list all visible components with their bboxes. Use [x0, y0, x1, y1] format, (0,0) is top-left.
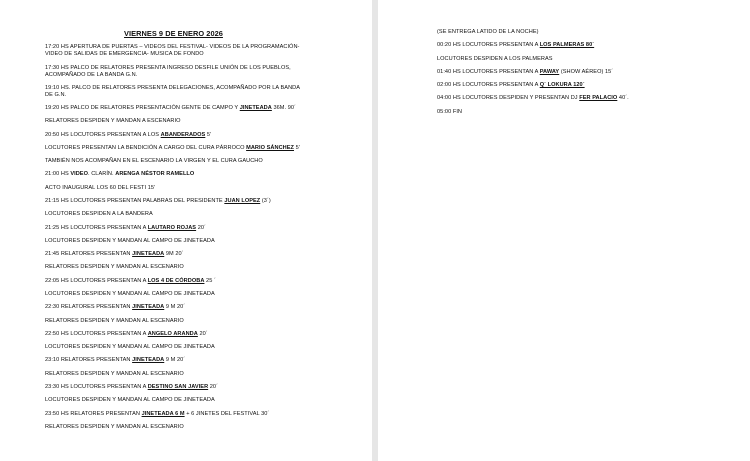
- line-text: LOCUTORES DESPIDEN Y MANDAN AL CAMPO DE JINETEADA: [45, 397, 215, 404]
- schedule-line: [45, 105, 302, 112]
- line-text: 19:10 HS. PALCO DE RELATORES PRESENTA DELEGACIONES, ACOMPAÑADO POR LA BANDA DE G.N.: [45, 84, 300, 98]
- line-text: 22:30 RELATORES PRESENTAN: [45, 304, 133, 311]
- highlighted-text: VIDEO: [70, 171, 88, 178]
- schedule-line: [45, 331, 302, 338]
- schedule-list-right: [437, 29, 710, 116]
- highlighted-text: PAWAY: [539, 68, 560, 75]
- line-text: 23:50 HS RELATORES PRESENTAN: [45, 410, 142, 417]
- line-text: 20:50 HS LOCUTORES PRESENTAN A LOS: [45, 131, 161, 138]
- schedule-line: [45, 411, 302, 418]
- line-text: 36M. 90´: [271, 105, 296, 112]
- schedule-line: [45, 278, 302, 285]
- line-text: (3´): [260, 198, 271, 205]
- schedule-line: [45, 397, 302, 404]
- highlighted-text: JINETEADA 6 M: [141, 410, 185, 417]
- line-text: 21:25 HS LOCUTORES PRESENTAN A: [45, 224, 148, 231]
- highlighted-text: JINETEADA: [132, 304, 165, 311]
- schedule-line: [45, 118, 302, 125]
- highlighted-text: JUAN LOPEZ: [224, 198, 261, 205]
- schedule-list-left: [45, 44, 302, 431]
- line-text: 22:05 HS LOCUTORES PRESENTAN A: [45, 277, 148, 284]
- highlighted-text: LOS PALMERAS 80´: [539, 42, 595, 49]
- line-text: . CLARÍN.: [88, 171, 116, 178]
- schedule-line: [45, 185, 302, 192]
- schedule-line: [45, 65, 302, 79]
- line-text: 9 M 20´: [164, 304, 186, 311]
- highlighted-text: ABANDERADOS: [160, 131, 206, 138]
- line-text: 23:30 HS LOCUTORES PRESENTAN A: [45, 383, 148, 390]
- line-text: 00:20 HS LOCUTORES PRESENTAN A: [437, 42, 540, 49]
- schedule-line: [45, 171, 302, 178]
- line-text: 17:30 HS PALCO DE RELATORES PRESENTA INGRESO DESFILE UNIÓN DE LOS PUEBLOS, ACOMPAÑADO DE LA BANDA G.N.: [45, 64, 291, 78]
- line-text: 9M 20´: [164, 251, 184, 258]
- line-text: 05:00 FIN: [437, 108, 463, 115]
- line-text: LOCUTORES DESPIDEN Y MANDAN AL CAMPO DE JINETEADA: [45, 344, 215, 351]
- highlighted-text: ANGELO ARANDA: [147, 330, 198, 337]
- schedule-line: [437, 69, 710, 76]
- highlighted-text: JINETEADA: [239, 105, 272, 112]
- schedule-line: [45, 158, 302, 165]
- schedule-column-left: [45, 29, 302, 437]
- highlighted-text: LOS 4 DE CÓRDOBA: [147, 277, 205, 284]
- line-text: LOCUTORES DESPIDEN Y MANDAN AL CAMPO DE JINETEADA: [45, 290, 215, 297]
- line-text: RELATORES DESPIDEN Y MANDAN AL ESCENARIO: [45, 317, 184, 324]
- schedule-line: [437, 29, 710, 36]
- highlighted-text: MARIO SÁNCHEZ: [246, 144, 294, 151]
- schedule-line: [437, 82, 710, 89]
- schedule-line: [437, 95, 710, 102]
- line-text: RELATORES DESPIDEN Y MANDAN AL ESCENARIO: [45, 264, 184, 271]
- highlighted-text: DESTINO SAN JAVIER: [147, 383, 209, 390]
- schedule-line: [45, 251, 302, 258]
- line-text: 5': [205, 131, 212, 138]
- line-text: 5': [294, 144, 300, 151]
- highlighted-text: ARENGA NÉSTOR RAMELLO: [115, 171, 195, 178]
- schedule-line: [45, 225, 302, 232]
- line-text: LOCUTORES DESPIDEN A LA BANDERA: [45, 211, 153, 218]
- page-title: VIERNES 9 DE ENERO 2026: [124, 29, 223, 38]
- line-text: LOCUTORES DESPIDEN Y MANDAN AL CAMPO DE JINETEADA: [45, 237, 215, 244]
- highlighted-text: FER PALACIO: [579, 95, 618, 102]
- line-text: 9 M 20´: [164, 357, 186, 364]
- schedule-line: [437, 42, 710, 49]
- line-text: 19:20 HS PALCO DE RELATORES PRESENTACIÓN GENTE DE CAMPO Y: [45, 105, 240, 112]
- schedule-line: [45, 145, 302, 152]
- line-text: RELATORES DESPIDEN Y MANDAN AL ESCENARIO: [45, 423, 184, 430]
- line-text: (SHOW AÉREO) 15´: [559, 68, 614, 75]
- line-text: 40´.: [617, 95, 629, 102]
- schedule-line: [45, 238, 302, 245]
- schedule-column-right: [437, 29, 710, 122]
- line-text: LOCUTORES PRESENTAN LA BENDICIÓN A CARGO DEL CURA PÁRROCO: [45, 144, 247, 151]
- schedule-line: [45, 291, 302, 298]
- line-text: RELATORES DESPIDEN Y MANDAN AL ESCENARIO: [45, 370, 184, 377]
- highlighted-text: JINETEADA: [132, 357, 165, 364]
- document-page-left: [0, 0, 372, 461]
- highlighted-text: Q´ LOKURA 120´: [539, 82, 585, 89]
- schedule-line: [45, 344, 302, 351]
- line-text: (SE ENTREGA LATIDO DE LA NOCHE): [437, 29, 539, 35]
- schedule-line: [45, 424, 302, 431]
- line-text: ACTO INAUGURAL LOS 60 DEL FESTI 15': [45, 184, 156, 191]
- line-text: 17:20 HS APERTURA DE PUERTAS – VIDEOS DEL FESTIVAL- VIDEOS DE LA PROGRAMACIÓN- VIDEO DE SALIDAS DE EMERGENCIA- MUSICA DE FONDO: [45, 44, 300, 58]
- schedule-line: [45, 44, 302, 58]
- line-text: 04:00 HS LOCUTORES DESPIDEN Y PRESENTAN DJ: [437, 95, 580, 102]
- line-text: 21:00 HS: [45, 171, 71, 178]
- line-text: 21:45 RELATORES PRESENTAN: [45, 251, 133, 258]
- line-text: 20´: [208, 383, 219, 390]
- line-text: RELATORES DESPIDEN Y MANDAN A ESCENARIO: [45, 118, 181, 125]
- line-text: 02:00 HS LOCUTORES PRESENTAN A: [437, 82, 540, 89]
- schedule-line: [437, 109, 710, 116]
- schedule-line: [45, 318, 302, 325]
- schedule-line: [45, 132, 302, 139]
- line-text: 22:50 HS LOCUTORES PRESENTAN A: [45, 330, 148, 337]
- highlighted-text: LAUTARO ROJAS: [147, 224, 197, 231]
- line-text: 21:15 HS LOCUTORES PRESENTAN PALABRAS DEL PRESIDENTE: [45, 198, 225, 205]
- schedule-line: [45, 357, 302, 364]
- schedule-line: [45, 384, 302, 391]
- line-text: 01:40 HS LOCUTORES PRESENTAN A: [437, 68, 540, 75]
- line-text: TAMBIÉN NOS ACOMPAÑAN EN EL ESCENARIO LA VIRGEN Y EL CURA GAUCHO: [45, 158, 263, 165]
- schedule-line: [437, 56, 710, 63]
- line-text: 20´: [196, 224, 206, 231]
- line-text: 20´: [197, 330, 208, 337]
- schedule-line: [45, 264, 302, 271]
- schedule-line: [45, 371, 302, 378]
- schedule-line: [45, 211, 302, 218]
- schedule-line: [45, 304, 302, 311]
- highlighted-text: JINETEADA: [132, 251, 165, 258]
- line-text: + 6 JINETES DEL FESTIVAL 30´: [184, 410, 270, 417]
- line-text: 25 ´: [204, 277, 216, 284]
- schedule-line: [45, 198, 302, 205]
- schedule-line: [45, 85, 302, 99]
- line-text: 23:10 RELATORES PRESENTAN: [45, 357, 133, 364]
- line-text: LOCUTORES DESPIDEN A LOS PALMERAS: [437, 55, 553, 62]
- document-page-right: [378, 0, 750, 461]
